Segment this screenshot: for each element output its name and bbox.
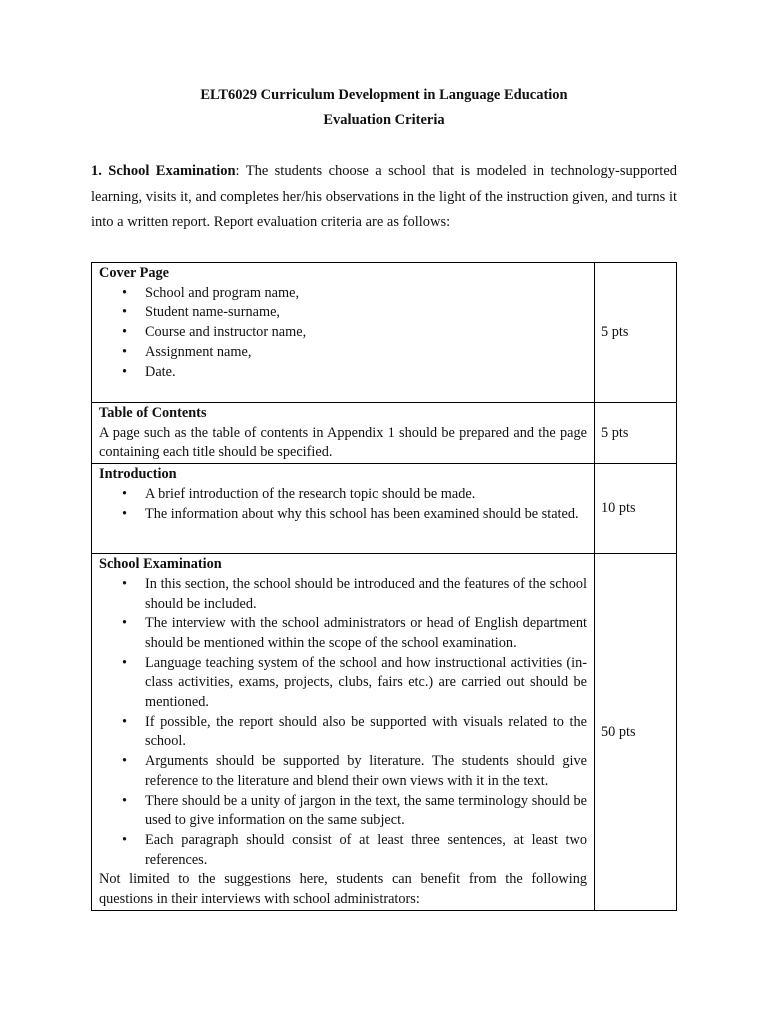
points-cell: 50 pts (595, 554, 677, 911)
bullet-list (99, 485, 587, 524)
section-text: Not limited to the suggestions here, students can benefit from the following questions in their interviews with school administrators: (99, 871, 587, 908)
list-item-text: Student name-surname, (145, 304, 280, 321)
list-item (122, 343, 587, 363)
bullet-icon: • (122, 713, 128, 730)
list-item (122, 831, 587, 870)
table-row (92, 263, 677, 403)
list-item-text: Date. (145, 363, 176, 380)
list-item-text: Assignment name, (145, 343, 252, 360)
bullet-icon: • (122, 485, 128, 502)
criteria-cell (92, 263, 595, 403)
bullet-icon: • (122, 343, 128, 360)
intro-text: : The students choose a school that is modeled in technology-supported learning, visits it, and completes her/his observations in the light of the instruction given, and turns it into a written report. Report evaluation criteria are as follows: (91, 163, 678, 230)
bullet-icon: • (122, 753, 128, 770)
bullet-icon: • (122, 792, 128, 809)
points-cell: 10 pts (595, 464, 677, 554)
table-row (92, 403, 677, 464)
list-item (122, 284, 587, 304)
list-item (122, 614, 587, 653)
points-cell: 5 pts (595, 403, 677, 464)
bullet-icon: • (122, 575, 128, 592)
list-item-text: Language teaching system of the school and how instructional activities (in-class activities, exams, projects, clubs, fairs etc.) are carried out should be mentioned. (145, 654, 587, 711)
list-item (122, 303, 587, 323)
section-title: Introduction (99, 466, 177, 483)
list-item-text: The interview with the school administrators or head of English department should be mentioned within the scope of the school examination. (145, 615, 587, 651)
bullet-icon: • (122, 284, 128, 301)
bullet-icon: • (122, 615, 128, 632)
list-item-text: The information about why this school has been examined should be stated. (145, 505, 579, 522)
list-item-text: Arguments should be supported by literature. The students should give reference to the literature and blend their own views with it in the text. (145, 753, 587, 789)
bullet-icon: • (122, 304, 128, 321)
list-item (122, 575, 587, 614)
list-item (122, 323, 587, 343)
list-item-text: A brief introduction of the research topic should be made. (145, 485, 476, 502)
section-title: School Examination (99, 556, 222, 573)
criteria-cell (92, 403, 595, 464)
section-title: Cover Page (99, 265, 170, 281)
list-item (122, 363, 587, 383)
list-item (122, 485, 587, 505)
list-item (122, 654, 587, 713)
table-row (92, 554, 677, 911)
intro-label: 1. School Examination (91, 163, 236, 179)
table-row (92, 464, 677, 554)
bullet-list (99, 284, 587, 383)
bullet-icon: • (122, 831, 128, 848)
list-item (122, 505, 587, 525)
bullet-icon: • (122, 363, 128, 380)
intro-paragraph (91, 159, 677, 236)
document-title: ELT6029 Curriculum Development in Language Education (200, 87, 568, 103)
bullet-list (99, 575, 587, 871)
criteria-cell (92, 464, 595, 554)
list-item-text: Each paragraph should consist of at least three sentences, at least two references. (145, 831, 587, 868)
points-cell: 5 pts (595, 263, 677, 403)
list-item-text: In this section, the school should be introduced and the features of the school should be included. (145, 575, 587, 612)
list-item (122, 713, 587, 752)
section-text: A page such as the table of contents in Appendix 1 should be prepared and the page containing each title should be specified. (99, 424, 587, 461)
list-item-text: School and program name, (145, 284, 300, 301)
bullet-icon: • (122, 505, 128, 522)
document-subtitle: Evaluation Criteria (323, 112, 445, 128)
list-item-text: There should be a unity of jargon in the text, the same terminology should be used to give information on the same subject. (145, 792, 587, 829)
bullet-icon: • (122, 324, 128, 341)
list-item (122, 792, 587, 831)
section-title: Table of Contents (99, 405, 207, 421)
criteria-cell (92, 554, 595, 911)
criteria-table (91, 262, 677, 911)
bullet-icon: • (122, 654, 128, 671)
list-item-text: Course and instructor name, (145, 324, 307, 341)
list-item-text: If possible, the report should also be supported with visuals related to the school. (145, 713, 587, 750)
list-item (122, 752, 587, 791)
